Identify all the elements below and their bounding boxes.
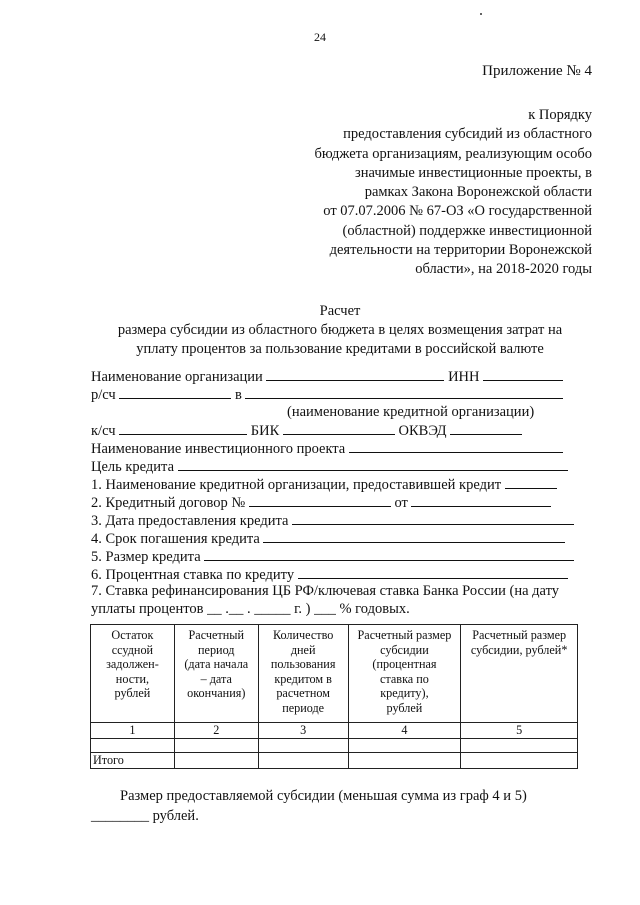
item6-field[interactable] (298, 565, 568, 579)
table-cell[interactable] (461, 738, 578, 752)
item6-row (91, 565, 568, 585)
table-cell[interactable] (174, 752, 258, 768)
reference-line: от 07.07.2006 № 67-ОЗ «О государственной (323, 203, 592, 220)
column-number-row (91, 723, 578, 739)
item7-label: 7. Ставка рефинансирования ЦБ РФ/ключевая ставка Банка России (на дату (91, 583, 559, 599)
table-cell[interactable] (348, 738, 461, 752)
table-cell[interactable] (258, 752, 348, 768)
table-row (91, 738, 578, 752)
column-number: 3 (258, 723, 348, 739)
okved-field[interactable] (450, 421, 522, 435)
col-header-subsidy-amount: Расчетный размер субсидии, рублей* (461, 625, 578, 723)
item5-row (91, 547, 574, 567)
footer-line: Размер предоставляемой субсидии (меньшая сумма из граф 4 и 5) (120, 788, 527, 804)
total-label: Итого (91, 752, 175, 768)
org-name-field[interactable] (266, 367, 444, 381)
reference-line: (областной) поддержке инвестиционной (342, 222, 592, 239)
item1-row (91, 475, 557, 495)
project-label: Наименование инвестиционного проекта (91, 441, 346, 457)
title-line: уплату процентов за пользование кредитами в российской валюте (136, 341, 544, 357)
col-header-balance: Остаток ссудной задолжен- ности, рублей (91, 625, 175, 723)
table-cell[interactable] (91, 738, 175, 752)
col-header-subsidy-rate: Расчетный размер субсидии (процентная ставка по кредиту), рублей (348, 625, 461, 723)
table-cell[interactable] (174, 738, 258, 752)
total-row (91, 752, 578, 768)
project-field[interactable] (349, 439, 563, 453)
contract-date-field[interactable] (411, 493, 551, 507)
org-name-row (91, 367, 563, 387)
inn-label: ИНН (448, 369, 480, 385)
contract-number-field[interactable] (249, 493, 391, 507)
ks-field[interactable] (119, 421, 247, 435)
item2-row (91, 493, 551, 513)
table-header-row (91, 625, 578, 723)
item5-label: 5. Размер кредита (91, 549, 201, 565)
okved-label: ОКВЭД (398, 423, 447, 439)
goal-field[interactable] (178, 457, 568, 471)
col-header-days: Количество дней пользования кредитом в расчетном периоде (258, 625, 348, 723)
document-title (40, 302, 640, 359)
scan-dot (480, 13, 482, 15)
column-number: 5 (461, 723, 578, 739)
in-label: в (234, 387, 242, 403)
item4-field[interactable] (263, 529, 565, 543)
bik-field[interactable] (283, 421, 395, 435)
reference-line: предоставления субсидий из областного (343, 126, 592, 143)
item7-row (91, 583, 559, 601)
title-line: размера субсидии из областного бюджета в целях возмещения затрат на (117, 322, 563, 338)
bank-caption: (наименование кредитной организации) (287, 404, 535, 420)
table-cell[interactable] (258, 738, 348, 752)
col-header-period: Расчетный период (дата начала – дата окончания) (174, 625, 258, 723)
org-name-label: Наименование организации (91, 369, 263, 385)
reference-line: бюджета организациям, реализующим особо (314, 145, 592, 162)
item2-label: 2. Кредитный договор № (91, 495, 246, 511)
table-cell[interactable] (348, 752, 461, 768)
column-number: 1 (91, 723, 175, 739)
footer-line: ________ рублей. (91, 808, 199, 824)
reference-line: области», на 2018-2020 годы (415, 261, 592, 278)
item6-label: 6. Процентная ставка по кредиту (91, 567, 295, 583)
reference-block (315, 106, 592, 280)
reference-line: к Порядку (528, 107, 592, 123)
item7-row-2 (91, 601, 410, 619)
goal-label: Цель кредита (91, 459, 175, 475)
reference-line: деятельности на территории Воронежской (329, 242, 592, 259)
item1-label: 1. Наименование кредитной организации, предоставившей кредит (91, 477, 502, 493)
page-number: 24 (314, 30, 326, 44)
subsidy-table (90, 624, 578, 769)
account-row (91, 385, 563, 405)
ks-label: к/сч (91, 423, 116, 439)
item4-row (91, 529, 565, 549)
item4-label: 4. Срок погашения кредита (91, 531, 260, 547)
rs-label: р/сч (91, 387, 116, 403)
item3-label: 3. Дата предоставления кредита (91, 513, 289, 529)
project-row (91, 439, 563, 459)
column-number: 2 (174, 723, 258, 739)
column-number: 4 (348, 723, 461, 739)
bank-field[interactable] (245, 385, 563, 399)
reference-line: рамках Закона Воронежской области (364, 184, 592, 201)
item5-field[interactable] (204, 547, 574, 561)
reference-line: значимые инвестиционные проекты, в (355, 164, 592, 181)
item3-row (91, 511, 574, 531)
appendix-label: Приложение № 4 (482, 63, 592, 79)
item7-date-rate: уплаты процентов __ .__ . _____ г. ) ___ % годовых. (91, 601, 410, 617)
item2-from-label: от (394, 495, 408, 511)
item3-field[interactable] (292, 511, 574, 525)
item1-field[interactable] (505, 475, 557, 489)
ks-row (91, 421, 522, 441)
title-line: Расчет (319, 303, 361, 319)
rs-field[interactable] (119, 385, 231, 399)
goal-row (91, 457, 568, 477)
footer-text (91, 786, 527, 826)
bik-label: БИК (250, 423, 280, 439)
inn-field[interactable] (483, 367, 563, 381)
table-cell[interactable] (461, 752, 578, 768)
